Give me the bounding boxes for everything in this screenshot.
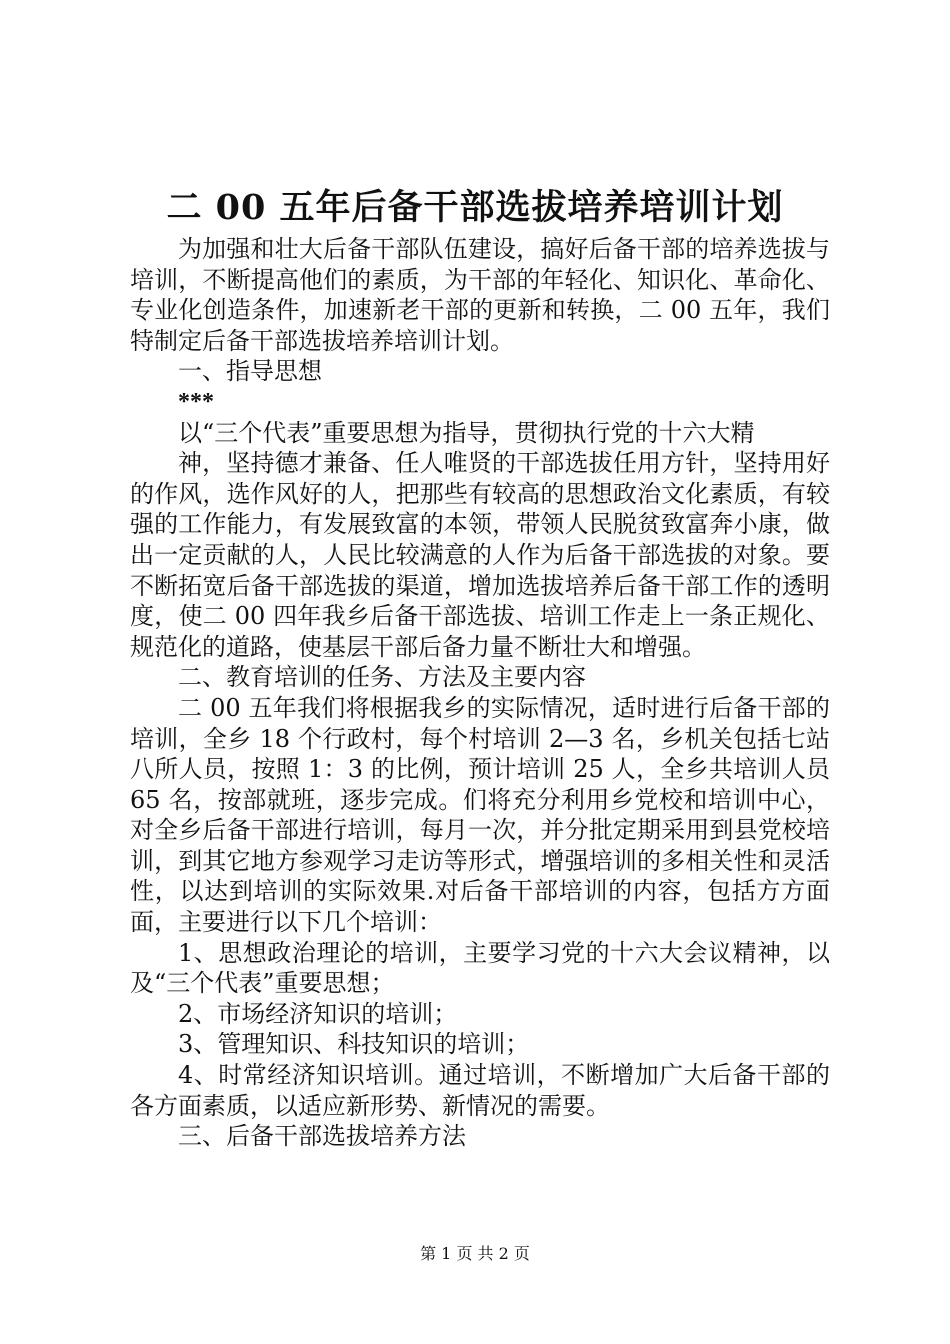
section-heading-2: 二、教育培训的任务、方法及主要内容 bbox=[178, 663, 586, 692]
paragraph-guiding-1: 以“三个代表”重要思想为指导，贯彻执行党的十六大精 bbox=[178, 418, 755, 447]
list-item-1: 1、思想政治理论的培训，主要学习党的十六大会议精神，以及“三个代表”重要思想； bbox=[130, 938, 830, 998]
list-item-2: 2、市场经济知识的培训； bbox=[178, 999, 458, 1028]
section-heading-3: 三、后备干部选拔培养方法 bbox=[178, 1122, 466, 1151]
paragraph-training: 二 00 五年我们将根据我乡的实际情况，适时进行后备干部的培训，全乡 18 个行政村，每个村培训 2—3 名，乡机关包括七站八所人员，按照 1：3 的比例，预计培训 25 人，全乡共培训人员 65 名，按部就班，逐步完成。们将充分利用乡党校和培训中心，对全乡后备干部进行培训，每月一次，并分批定期采用到县党校培训，到其它地方参观学习走访等形式，增强培训的多相关性和灵活性，以达到培训的实际效果.对后备干部培训的内容，包括方方面面，主要进行以下几个培训： bbox=[130, 693, 830, 937]
document-body bbox=[130, 234, 830, 1152]
paragraph-intro: 为加强和壮大后备干部队伍建设，搞好后备干部的培养选拔与培训，不断提高他们的素质，为干部的年轻化、知识化、革命化、专业化创造条件，加速新老干部的更新和转换，二 00 五年，我们特制定后备干部选拔培养培训计划。 bbox=[130, 235, 830, 355]
document-title: 二 00 五年后备干部选拔培养培训计划 bbox=[166, 187, 784, 228]
separator-stars: *** bbox=[178, 388, 214, 415]
list-item-3: 3、管理知识、科技知识的培训； bbox=[178, 1030, 530, 1059]
section-heading-1: 一、指导思想 bbox=[178, 357, 322, 386]
page-footer: 第 1 页 共 2 页 bbox=[420, 1244, 530, 1263]
list-item-4: 4、时常经济知识培训。通过培训，不断增加广大后备干部的各方面素质，以适应新形势、新情况的需要。 bbox=[130, 1061, 830, 1120]
paragraph-guiding-2: 神，坚持德才兼备、任人唯贤的干部选拔任用方针，坚持用好的作风，选作风好的人，把那些有较高的思想政治文化素质，有较强的工作能力，有发展致富的本领，带领人民脱贫致富奔小康，做出一定贡献的人，人民比较满意的人作为后备干部选拔的对象。要不断拓宽后备干部选拔的渠道，增加选拔培养后备干部工作的透明度，使二 00 四年我乡后备干部选拔、培训工作走上一条正规化、规范化的道路，使基层干部后备力量不断壮大和增强。 bbox=[130, 449, 830, 661]
